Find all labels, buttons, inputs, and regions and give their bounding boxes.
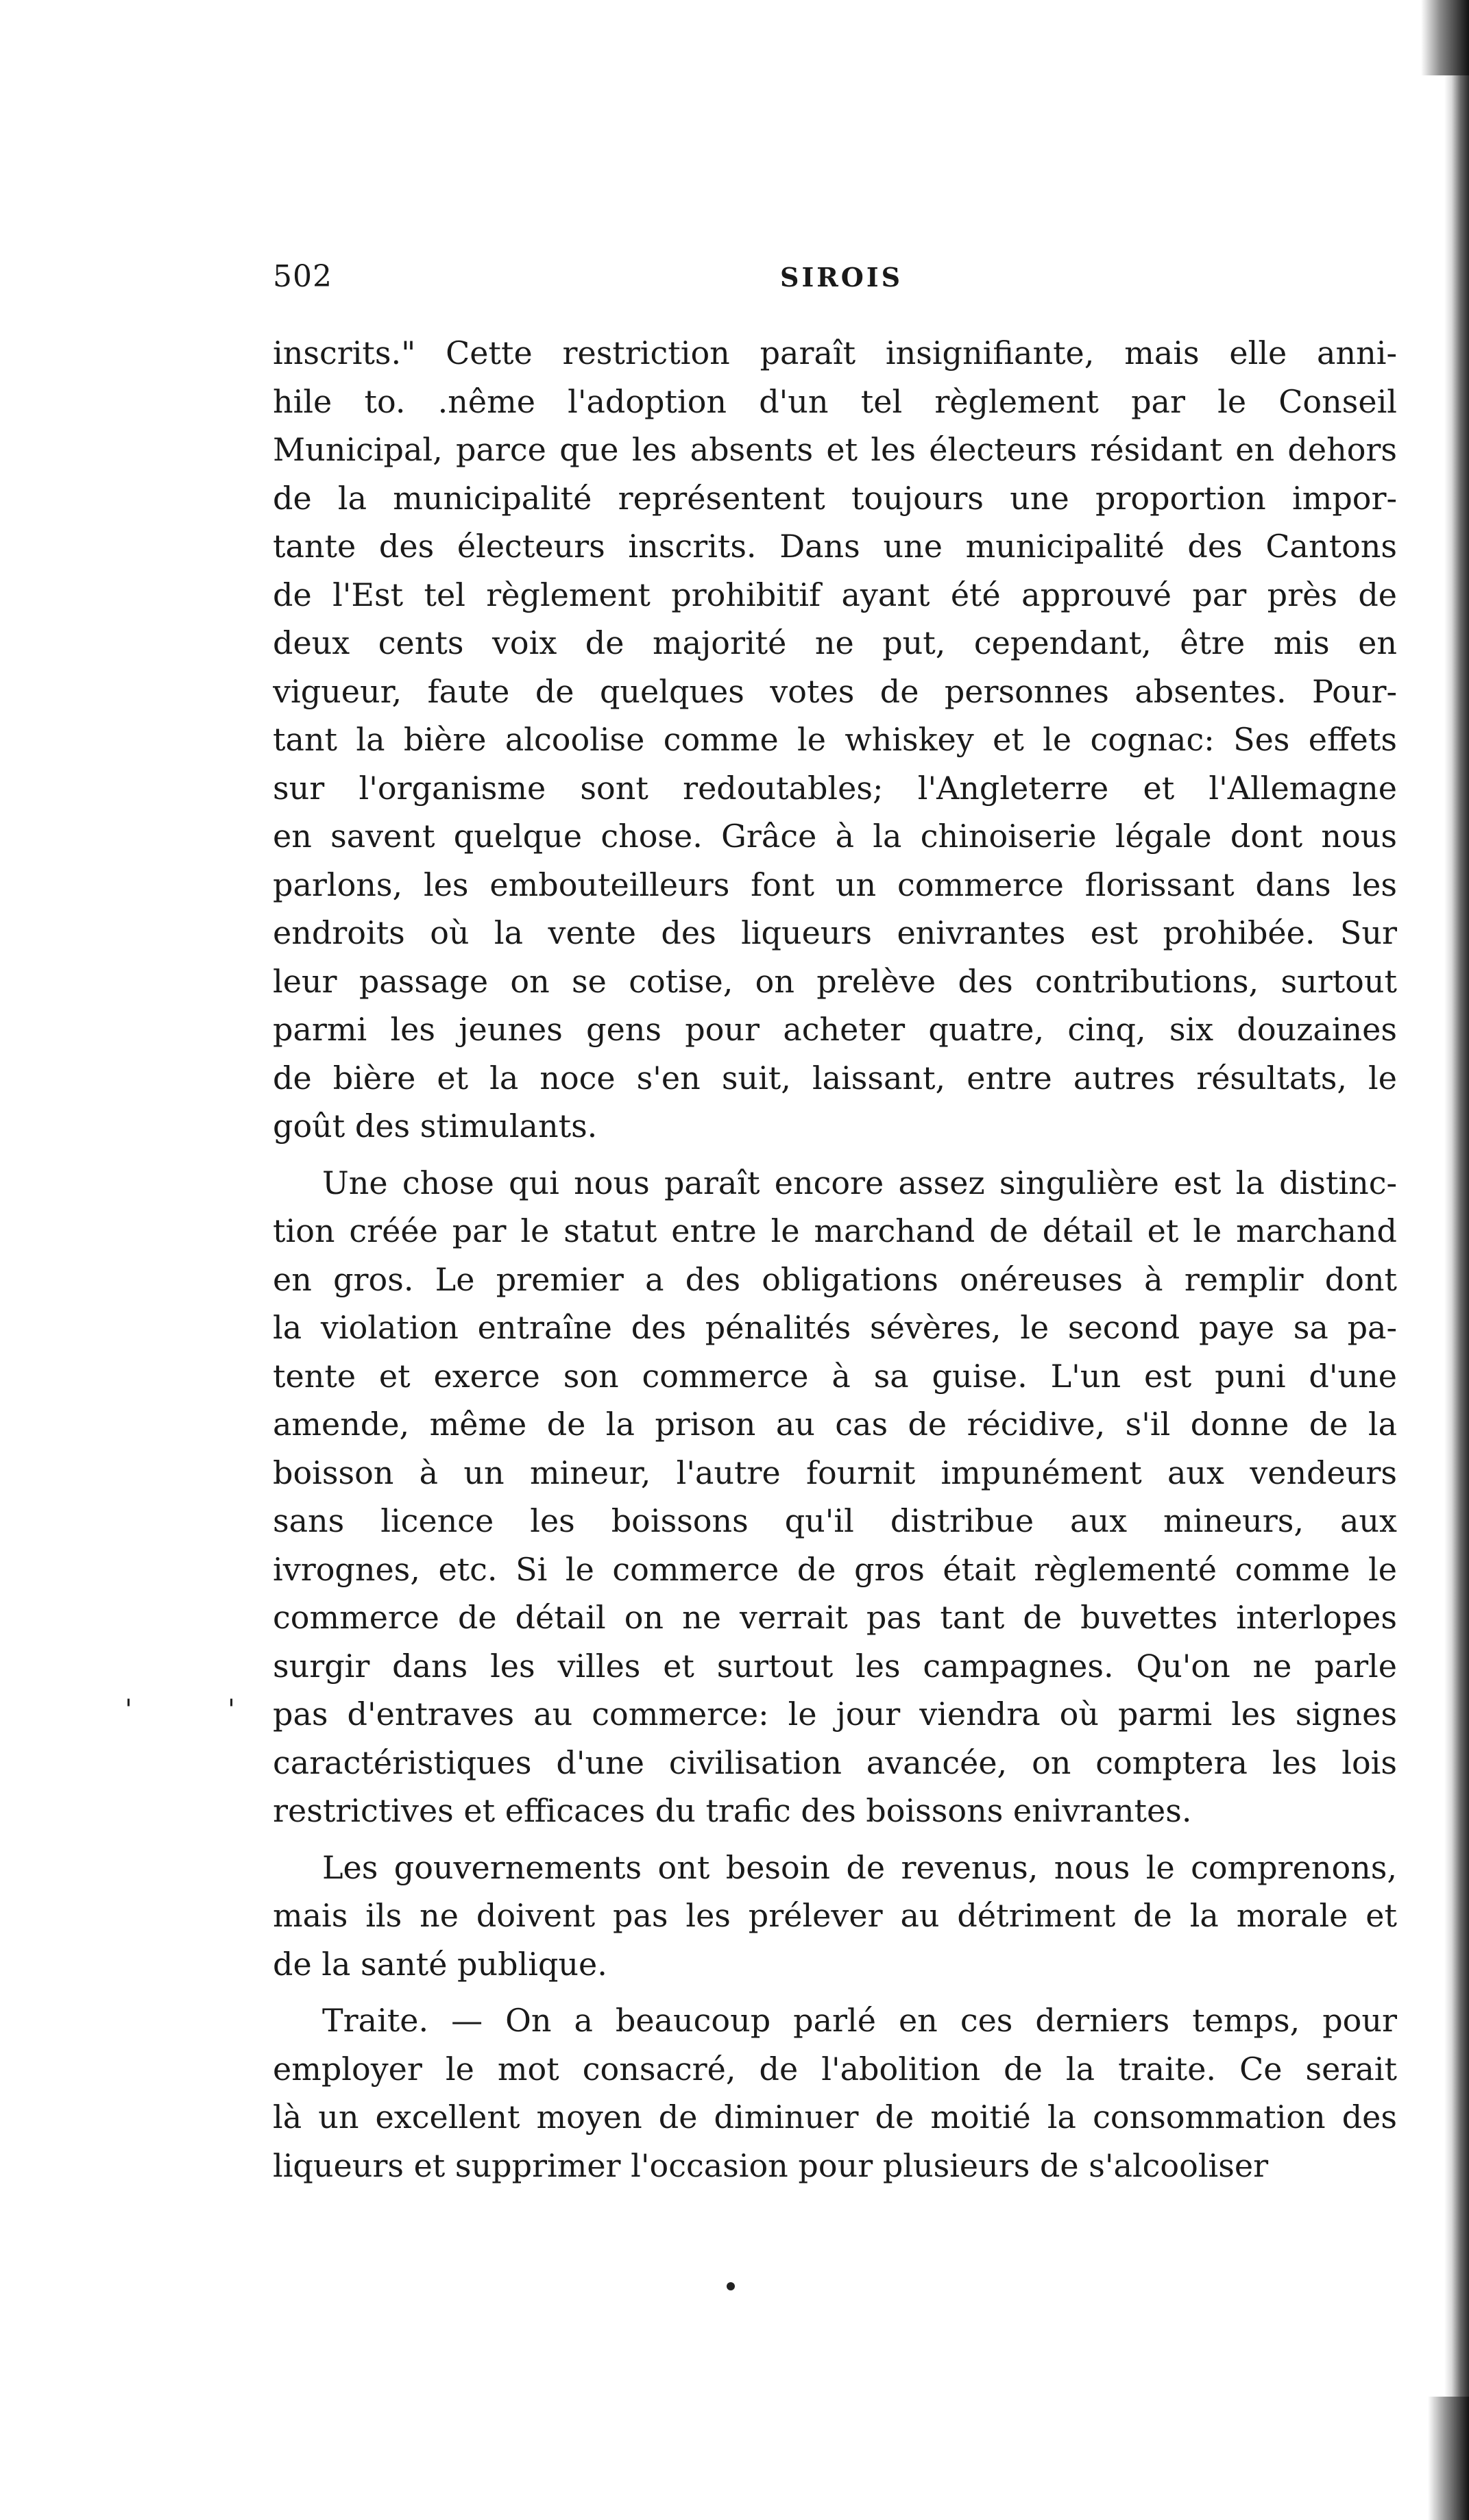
page-edge-shadow (1444, 0, 1469, 2520)
page-dot (727, 2282, 735, 2290)
page-header (273, 259, 1397, 300)
text-line: amende, même de la prison au cas de récidive, s'il donne de la (273, 1406, 1397, 1443)
text-line: sans licence les boissons qu'il distribue aux mineurs, aux (273, 1502, 1397, 1539)
text-line: tion créée par le statut entre le marchand de détail et le marchand (273, 1212, 1397, 1249)
text-line: commerce de détail on ne verrait pas tant de buvettes interlopes (273, 1599, 1397, 1636)
text-line: la violation entraîne des pénalités sévères, le second paye sa pa- (273, 1309, 1397, 1346)
paragraph-1 (273, 329, 1397, 1151)
paragraph-gap (273, 1835, 1397, 1844)
text-line: de la municipalité représentent toujours une proportion impor- (273, 479, 1397, 517)
paragraph-3 (273, 1844, 1397, 1989)
text-line: vigueur, faute de quelques votes de personnes absentes. Pour- (273, 672, 1397, 710)
text-line: Municipal, parce que les absents et les électeurs résidant en dehors (273, 431, 1397, 468)
text-line: caractéristiques d'une civilisation avancée, on comptera les lois (273, 1744, 1397, 1781)
text-line: en gros. Le premier a des obligations onéreuses à remplir dont (273, 1260, 1397, 1298)
running-head: SIROIS (780, 262, 903, 293)
text-line: de bière et la noce s'en suit, laissant, entre autres résultats, le (273, 1059, 1397, 1097)
paragraph-2 (273, 1159, 1397, 1835)
text-line: de l'Est tel règlement prohibitif ayant été approuvé par près de (273, 576, 1397, 613)
text-line: de la santé publique. (273, 1945, 607, 1983)
text-line: ivrognes, etc. Si le commerce de gros était règlementé comme le (273, 1550, 1397, 1588)
text-line: deux cents voix de majorité ne put, cependant, être mis en (273, 624, 1397, 661)
text-line: parmi les jeunes gens pour acheter quatre, cinq, six douzaines (273, 1011, 1397, 1048)
paragraph-gap (273, 1151, 1397, 1159)
text-line: tante des électeurs inscrits. Dans une municipalité des Cantons (273, 528, 1397, 565)
text-line: leur passage on se cotise, on prelève des contributions, surtout (273, 962, 1397, 1000)
text-line: hile to. .nême l'adoption d'un tel règlement par le Conseil (273, 382, 1397, 420)
text-line: surgir dans les villes et surtout les campagnes. Qu'on ne parle (273, 1647, 1397, 1685)
text-line: mais ils ne doivent pas les prélever au détriment de la morale et (273, 1897, 1397, 1934)
text-line: restrictives et efficaces du trafic des boissons enivrantes. (273, 1792, 1192, 1829)
margin-mark-left: ' (125, 1694, 132, 1726)
text-line: parlons, les embouteilleurs font un commerce florissant dans les (273, 866, 1397, 903)
text-line: Traite. — On a beaucoup parlé en ces derniers temps, pour (322, 2002, 1397, 2039)
text-line: pas d'entraves au commerce: le jour viendra où parmi les signes (273, 1696, 1397, 1733)
paragraph-4 (273, 1996, 1397, 2190)
body-text (273, 329, 1397, 2190)
paragraph-gap (273, 1988, 1397, 1996)
page-edge-bottom-mark (1428, 2397, 1469, 2520)
text-line: Les gouvernements ont besoin de revenus, nous le comprenons, (322, 1848, 1397, 1886)
page-edge-top-mark (1421, 0, 1469, 75)
text-line: tant la bière alcoolise comme le whiskey et le cognac: Ses effets (273, 721, 1397, 758)
text-line: sur l'organisme sont redoutables; l'Angleterre et l'Allemagne (273, 769, 1397, 807)
text-line: employer le mot consacré, de l'abolition de la traite. Ce serait (273, 2050, 1397, 2088)
text-line: tente et exerce son commerce à sa guise. L'un est puni d'une (273, 1357, 1397, 1395)
text-line: en savent quelque chose. Grâce à la chinoiserie légale dont nous (273, 818, 1397, 855)
text-line: inscrits." Cette restriction paraît insignifiante, mais elle anni- (273, 334, 1397, 371)
text-line: liqueurs et supprimer l'occasion pour plusieurs de s'alcooliser (273, 2146, 1269, 2184)
text-line: là un excellent moyen de diminuer de moitié la consommation des (273, 2099, 1397, 2136)
margin-mark-right: ' (228, 1694, 235, 1726)
text-line: Une chose qui nous paraît encore assez singulière est la distinc- (322, 1164, 1397, 1201)
text-line: endroits où la vente des liqueurs enivrantes est prohibée. Sur (273, 914, 1397, 951)
page-number: 502 (273, 259, 332, 294)
text-line: goût des stimulants. (273, 1108, 598, 1145)
text-line: boisson à un mineur, l'autre fournit impunément aux vendeurs (273, 1454, 1397, 1491)
